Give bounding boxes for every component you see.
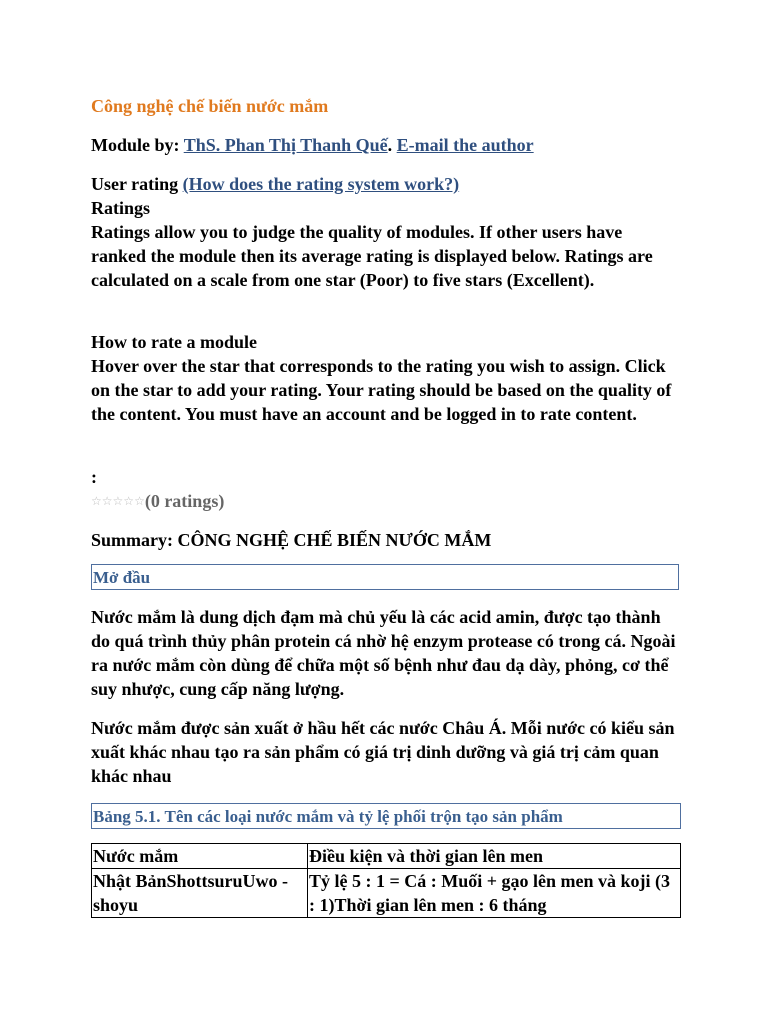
fish-sauce-table: [91, 843, 681, 918]
user-rating-label: User rating: [91, 174, 179, 194]
user-rating-line: [91, 172, 681, 196]
rating-help-link[interactable]: (How does the rating system work?): [182, 174, 460, 194]
paragraph-production: Nước mắm được sản xuất ở hầu hết các nước Châu Á. Mỗi nước có kiểu sản xuất khác nhau tạo ra sản phẩm có giá trị dinh dưỡng và giá trị cảm quan khác nhau: [91, 718, 675, 786]
section-heading-box: Mở đầu: [91, 564, 679, 590]
ratings-section: [91, 196, 681, 292]
table-header-cell: Nước mắm: [92, 844, 308, 869]
star-2-icon[interactable]: ☆: [101, 494, 113, 508]
star-4-icon[interactable]: ☆: [123, 494, 135, 508]
star-rating: [91, 489, 681, 513]
ratings-heading: Ratings: [91, 198, 151, 218]
table-row: [92, 869, 681, 918]
table-cell: Tỷ lệ 5 : 1 = Cá : Muối + gạo lên men và koji (3 : 1)Thời gian lên men : 6 tháng: [308, 869, 681, 918]
email-author-link[interactable]: E-mail the author: [396, 135, 534, 155]
star-5-icon[interactable]: ☆: [134, 494, 145, 508]
rating-colon: :: [91, 467, 97, 487]
table-caption-box: Bảng 5.1. Tên các loại nước mắm và tỷ lệ phối trộn tạo sản phẩm: [91, 803, 681, 829]
table-header-row: [92, 844, 681, 869]
byline-separator: .: [387, 135, 393, 155]
module-byline: [91, 133, 681, 157]
star-3-icon[interactable]: ☆: [112, 494, 124, 508]
table-cell: Nhật BảnShottsuruUwo - shoyu: [92, 869, 308, 918]
author-link[interactable]: ThS. Phan Thị Thanh Quế: [183, 135, 388, 155]
howto-section: [91, 330, 681, 426]
howto-description: Hover over the star that corresponds to the rating you wish to assign. Click on the star to add your rating. Your rating should be based on the quality of the content. You must have an account and be logged in to rate content.: [91, 356, 672, 424]
star-1-icon[interactable]: ☆: [91, 494, 102, 508]
paragraph-intro: Nước mắm là dung dịch đạm mà chủ yếu là các acid amin, được tạo thành do quá trình thủy phân protein cá nhờ hệ enzym protease có trong cá. Ngoài ra nước mắm còn dùng để chữa một số bệnh như đau dạ dày, phỏng, cơ thể suy nhược, cung cấp năng lượng.: [91, 607, 676, 699]
howto-heading: How to rate a module: [91, 332, 257, 352]
ratings-description: Ratings allow you to judge the quality of modules. If other users have ranked the module then its average rating is displayed below. Ratings are calculated on a scale from one star (Poor) to five stars (Excellent).: [91, 222, 653, 290]
page-title: Công nghệ chế biến nước mắm: [91, 96, 329, 116]
table-header-cell: Điều kiện và thời gian lên men: [308, 844, 681, 869]
summary-line: Summary: CÔNG NGHỆ CHẾ BIẾN NƯỚC MẮM: [91, 530, 492, 550]
ratings-count: (0 ratings): [144, 491, 225, 511]
module-by-label: Module by:: [91, 135, 180, 155]
